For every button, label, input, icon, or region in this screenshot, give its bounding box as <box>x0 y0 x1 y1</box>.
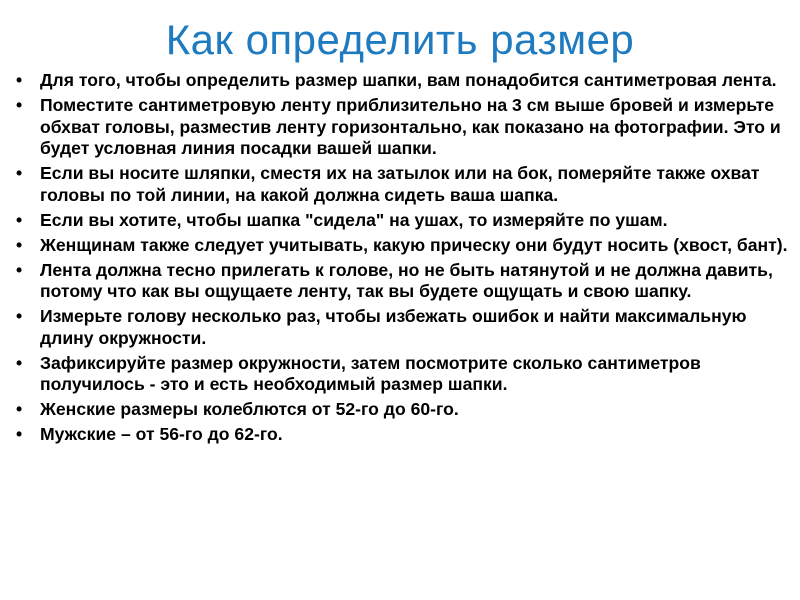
bullet-text: Если вы носите шляпки, сместя их на затылок или на бок, померяйте также охват головы по той линии, на какой должна сидеть ваша шапка. <box>40 163 760 205</box>
bullet-text: Мужские – от 56-го до 62-го. <box>40 424 283 444</box>
bullet-text: Измерьте голову несколько раз, чтобы избежать ошибок и найти максимальную длину окружности. <box>40 306 747 348</box>
bullet-dot-icon: • <box>16 95 23 115</box>
bullet-text: Для того, чтобы определить размер шапки, вам понадобится сантиметровая лента. <box>40 70 777 90</box>
bullet-text: Лента должна тесно прилегать к голове, но не быть натянутой и не должна давить, потому что как вы ощущаете ленту, так вы будете ощущать и свою шапку. <box>40 259 773 301</box>
bullet-text: Зафиксируйте размер окружности, затем посмотрите сколько сантиметров получилось - это и есть необходимый размер шапки. <box>40 352 701 394</box>
list-item <box>14 260 790 303</box>
bullet-text: Женские размеры колеблются от 52-го до 60-го. <box>40 399 459 419</box>
list-item <box>14 424 790 446</box>
bullet-dot-icon: • <box>16 424 23 444</box>
bullet-dot-icon: • <box>16 234 23 255</box>
list-item <box>14 399 790 421</box>
list-item <box>14 235 790 257</box>
slide-title: Как определить размер <box>165 16 635 63</box>
bullet-text: Если вы хотите, чтобы шапка "сидела" на ушах, то измеряйте по ушам. <box>40 209 668 230</box>
bullet-dot-icon: • <box>16 306 23 326</box>
list-item <box>14 353 790 396</box>
list-item <box>14 306 790 349</box>
bullet-dot-icon: • <box>16 163 23 183</box>
bullet-dot-icon: • <box>16 209 23 230</box>
list-item <box>14 163 790 206</box>
list-item <box>14 210 790 232</box>
bullet-list <box>14 70 790 449</box>
list-item <box>14 70 790 92</box>
bullet-text: Женщинам также следует учитывать, какую прическу они будут носить (хвост, бант). <box>40 234 788 255</box>
list-item <box>14 95 790 160</box>
bullet-dot-icon: • <box>16 399 23 419</box>
bullet-dot-icon: • <box>16 70 23 90</box>
bullet-dot-icon: • <box>16 352 23 373</box>
bullet-text: Поместите сантиметровую ленту приблизительно на 3 см выше бровей и измерьте обхват головы, разместив ленту горизонтально, как показано на фотографии. Это и будет условная линия посадки вашей шапки. <box>40 95 781 158</box>
bullet-dot-icon: • <box>16 259 23 280</box>
